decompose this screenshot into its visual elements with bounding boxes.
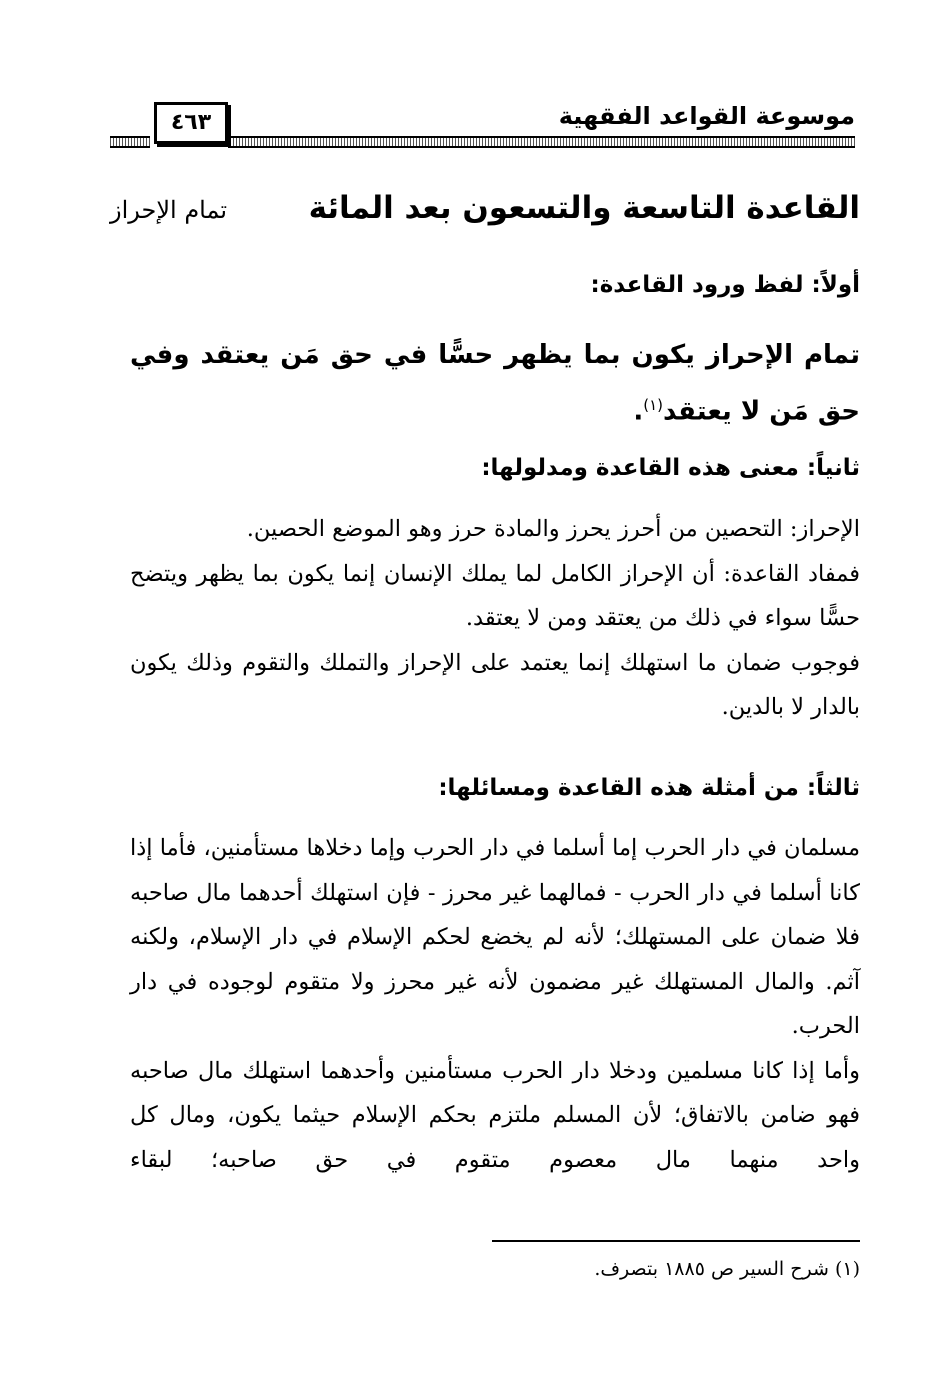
section-third-body	[130, 826, 860, 1182]
section-second-body	[130, 507, 860, 730]
section-heading-second: ثانياً: معنى هذه القاعدة ومدلولها:	[481, 455, 860, 481]
rule-title-row	[110, 190, 860, 240]
paragraph: الإحراز: التحصين من أحرز يحرز والمادة حرز وهو الموضع الحصين.	[246, 516, 860, 542]
footnote-separator	[492, 1240, 860, 1242]
book-title: موسوعة القواعد الفقهية	[558, 102, 855, 130]
footnote-ref: (١)	[643, 396, 664, 414]
paragraph: فمفاد القاعدة: أن الإحراز الكامل لما يملك الإنسان إنما يكون بما يظهر ويتضح حسًّا سواء في ذلك من يعتقد ومن لا يعتقد.	[130, 560, 860, 631]
section-heading-third: ثالثاً: من أمثلة هذه القاعدة ومسائلها:	[438, 775, 860, 801]
footnote: (١) شرح السير ص ١٨٨٥ بتصرف.	[594, 1258, 860, 1280]
paragraph: مسلمان في دار الحرب إما أسلما في دار الحرب وإما دخلاها مستأمنين، فأما إذا كانا أسلما في دار الحرب - فمالهما غير محرز - فإن استهلك أحدهما مال صاحبه فلا ضمان على المستهلك؛ لأنه لم يخضع لحكم الإسلام في دار الإسلام، ولكنه آثم. والمال المستهلك غير مضمون لأنه غير محرز ولا متقوم لوجوده في دار الحرب.	[130, 835, 860, 1039]
rule-statement-text: تمام الإحراز يكون بما يظهر حسًّا في حق مَن يعتقد وفي حق مَن لا يعتقد	[130, 340, 860, 427]
rule-statement: تمام الإحراز يكون بما يظهر حسًّا في حق مَن يعتقد وفي حق مَن لا يعتقد$^{(١)}$.	[130, 340, 860, 427]
paragraph: وأما إذا كانا مسلمين ودخلا دار الحرب مستأمنين وأحدهما استهلك مال صاحبه فهو ضامن بالاتفاق؛ لأن المسلم ملتزم بحكم الإسلام حيثما يكون، ومال كل واحد منهما مال معصوم متقوم في حق صاحبه؛ لبقاء	[130, 1057, 860, 1173]
section-heading-first: أولاً: لفظ ورود القاعدة:	[590, 272, 860, 298]
paragraph: فوجوب ضمان ما استهلك إنما يعتمد على الإحراز والتملك والتقوم وذلك يكون بالدار لا بالدين.	[130, 649, 860, 720]
page-number: ٤٦٣	[154, 102, 228, 144]
rule-name: تمام الإحراز	[110, 196, 228, 224]
rule-title: القاعدة التاسعة والتسعون بعد المائة	[308, 190, 860, 226]
running-header	[110, 96, 855, 150]
